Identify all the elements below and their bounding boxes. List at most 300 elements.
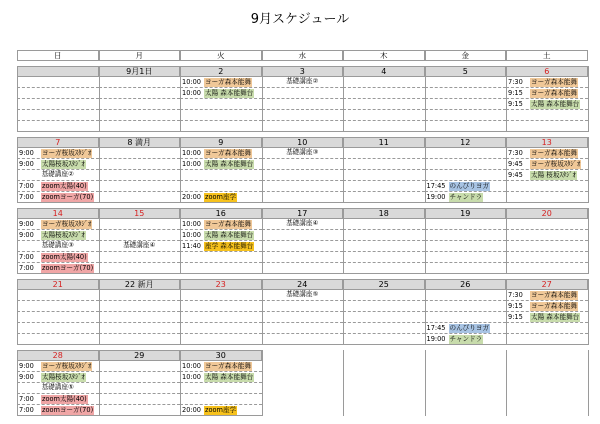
event-label: ヨーガ森本能舞 [205,219,252,228]
event-time: 7:00 [19,253,34,261]
event-label: 基礎講座② [286,77,319,85]
event-time: 7:30 [508,149,523,157]
event-cell [99,290,181,301]
column-divider [343,137,344,203]
column-divider [343,279,344,345]
event-label: ヨーガ森本能舞 [205,148,252,157]
event-cell [343,263,425,274]
event-cell [99,372,181,383]
event-time: 17:45 [426,182,446,190]
event-cell [425,148,507,159]
column-divider [425,350,426,416]
event-time: 10:00 [182,362,202,370]
event-cell [180,252,262,263]
column-divider [180,279,181,345]
event-cell [17,181,99,192]
event-cell [262,121,344,132]
event-cell [425,323,507,334]
event-label: zoom太陽(40) [42,394,87,403]
event-cell [99,361,181,372]
event-label: ヨーガ森本能舞 [531,290,578,299]
event-cell [343,241,425,252]
day-number: 10 [262,137,344,148]
event-cell [425,99,507,110]
column-divider [425,279,426,345]
event-cell [17,383,99,394]
event-cell [262,263,344,274]
day-number: 7 [17,137,99,148]
event-cell [262,77,344,88]
event-cell [343,219,425,230]
event-cell [425,312,507,323]
event-time: 9:15 [508,313,523,321]
event-cell [17,405,99,416]
column-divider [262,208,263,274]
event-cell [180,121,262,132]
event-cell [343,312,425,323]
event-cell [99,383,181,394]
column-divider [343,208,344,274]
event-label: ヨーガ森本能舞 [531,88,578,97]
event-cell [180,263,262,274]
event-time: 10:00 [182,89,202,97]
event-cell [343,148,425,159]
event-label: ヨーガ森本能舞 [205,361,252,370]
event-cell [262,99,344,110]
event-label: ヨーガ森本能舞 [531,301,578,310]
column-divider [425,137,426,203]
event-time: 7:00 [19,406,34,414]
event-cell [343,159,425,170]
day-number: 14 [17,208,99,219]
event-cell [506,148,588,159]
day-number: 25 [343,279,425,290]
weekday-4: 木 [343,50,425,61]
column-divider [262,350,263,416]
event-cell [425,170,507,181]
event-label: zoom座学 [205,192,237,201]
day-number: 6 [506,66,588,77]
event-time: 9:00 [19,160,34,168]
day-number: 28 [17,350,99,361]
event-cell [506,192,588,203]
event-cell [17,77,99,88]
column-divider [99,279,100,345]
event-cell [17,230,99,241]
event-time: 10:00 [182,373,202,381]
event-time: 7:00 [19,264,34,272]
event-time: 10:00 [182,231,202,239]
event-cell [180,170,262,181]
event-cell [262,334,344,345]
event-label: 太陽 桜坂ｽﾀｼﾞｵ [531,170,576,179]
event-time: 9:15 [508,89,523,97]
event-cell [425,290,507,301]
event-cell [506,219,588,230]
event-cell [262,148,344,159]
event-cell [17,88,99,99]
event-cell [506,301,588,312]
event-cell [343,88,425,99]
event-cell [506,110,588,121]
column-divider [343,350,344,416]
event-cell [506,159,588,170]
event-label: ヨーガ桜坂ｽﾀｼﾞｵ [42,148,92,157]
event-label: 基礎講座④ [286,219,319,227]
event-cell [262,301,344,312]
event-label: 太陽桜坂ｽﾀｼﾞｵ [42,230,85,239]
event-cell [506,263,588,274]
day-number: 3 [262,66,344,77]
event-cell [180,323,262,334]
event-cell [17,121,99,132]
day-number: 20 [506,208,588,219]
column-divider [99,66,100,132]
event-cell [180,192,262,203]
event-cell [17,372,99,383]
event-cell [343,230,425,241]
column-divider [17,137,18,203]
event-cell [506,170,588,181]
event-cell [262,230,344,241]
day-number: 11 [343,137,425,148]
event-cell [425,219,507,230]
event-time: 7:00 [19,395,34,403]
event-cell [180,394,262,405]
event-cell [99,405,181,416]
event-cell [262,323,344,334]
event-cell [262,170,344,181]
column-divider [425,208,426,274]
event-time: 9:00 [19,373,34,381]
event-cell [180,99,262,110]
column-divider [99,137,100,203]
event-cell [99,312,181,323]
event-cell [99,170,181,181]
event-label: ヨーガ森本能舞 [531,148,578,157]
event-cell [262,312,344,323]
event-cell [425,77,507,88]
event-label: 太陽桜坂ｽﾀｼﾞｵ [42,372,85,381]
page-title: 9月スケジュール [250,12,350,27]
day-number: 4 [343,66,425,77]
day-number: 16 [180,208,262,219]
event-cell [343,99,425,110]
event-cell [99,301,181,312]
column-divider [17,208,18,274]
event-time: 9:45 [508,160,523,168]
event-cell [262,252,344,263]
event-time: 20:00 [182,406,202,414]
weekday-2: 火 [180,50,262,61]
event-cell [180,372,262,383]
column-divider [17,350,18,416]
event-time: 19:00 [426,335,446,343]
day-number: 9月1日 [99,66,181,77]
column-divider [506,137,507,203]
event-time: 9:00 [19,220,34,228]
event-cell [343,121,425,132]
event-cell [506,230,588,241]
event-cell [180,88,262,99]
column-divider [99,350,100,416]
event-label: チャンドラ [449,334,483,343]
event-cell [17,263,99,274]
event-time: 11:40 [182,242,202,250]
column-divider [588,137,589,203]
event-cell [506,77,588,88]
event-cell [343,77,425,88]
day-number: 26 [425,279,507,290]
event-cell [99,252,181,263]
day-number: 23 [180,279,262,290]
event-cell [343,290,425,301]
event-cell [425,334,507,345]
event-label: 基礎講座③ [41,241,74,249]
event-cell [17,252,99,263]
day-number: 12 [425,137,507,148]
event-time: 10:00 [182,160,202,168]
event-cell [180,77,262,88]
event-cell [343,323,425,334]
event-cell [425,192,507,203]
event-cell [425,88,507,99]
event-label: 基礎講座⑤ [286,290,319,298]
event-time: 17:45 [426,324,446,332]
day-number: 8 満月 [99,137,181,148]
event-cell [17,290,99,301]
event-cell [180,219,262,230]
event-cell [180,230,262,241]
event-label: ヨーガ森本能舞 [531,77,578,86]
event-label: zoomヨーガ(70) [42,263,94,272]
event-cell [180,110,262,121]
event-time: 9:00 [19,362,34,370]
event-cell [343,252,425,263]
event-cell [17,148,99,159]
event-cell [343,334,425,345]
event-time: 9:00 [19,149,34,157]
column-divider [262,279,263,345]
column-divider [588,66,589,132]
column-divider [588,208,589,274]
event-label: zoomヨーガ(70) [42,405,94,414]
weekday-5: 金 [425,50,507,61]
column-divider [262,66,263,132]
event-cell [425,263,507,274]
event-cell [262,88,344,99]
event-cell [99,121,181,132]
event-cell [17,361,99,372]
event-cell [262,241,344,252]
event-label: ヨーガ桜坂ｽﾀｼﾞｵ [42,219,92,228]
weekday-3: 水 [262,50,344,61]
event-label: 太陽 森本能舞台 [205,159,254,168]
event-cell [17,192,99,203]
event-time: 9:45 [508,171,523,179]
column-divider [180,350,181,416]
event-cell [99,230,181,241]
event-time: 10:00 [182,149,202,157]
event-cell [506,99,588,110]
event-cell [99,334,181,345]
day-number [17,66,99,77]
event-time: 9:15 [508,100,523,108]
event-label: 太陽 森本能舞台 [531,312,580,321]
event-cell [506,323,588,334]
column-divider [343,66,344,132]
event-label: 太陽桜坂ｽﾀｼﾞｵ [42,159,85,168]
event-label: 太陽 森本能舞台 [205,372,254,381]
column-divider [506,350,507,416]
event-cell [506,252,588,263]
event-cell [99,323,181,334]
event-cell [99,99,181,110]
day-number: 17 [262,208,344,219]
column-divider [180,208,181,274]
event-cell [17,394,99,405]
day-number: 27 [506,279,588,290]
event-cell [343,170,425,181]
event-cell [506,334,588,345]
event-label: 基礎講座② [41,170,74,178]
event-cell [180,301,262,312]
event-label: 基礎講座③ [286,148,319,156]
day-number: 21 [17,279,99,290]
event-cell [17,312,99,323]
event-time: 10:00 [182,78,202,86]
day-number: 13 [506,137,588,148]
event-cell [99,110,181,121]
day-number: 24 [262,279,344,290]
event-label: 太陽 森本能舞台 [531,99,580,108]
event-cell [17,99,99,110]
event-label: ヨーガ桜坂ｽﾀｼﾞｵ [531,159,581,168]
day-number: 19 [425,208,507,219]
event-cell [180,241,262,252]
event-cell [425,181,507,192]
event-cell [180,361,262,372]
day-number: 30 [180,350,262,361]
column-divider [588,350,589,416]
event-cell [506,121,588,132]
event-label: zoom太陽(40) [42,252,87,261]
weekday-0: 日 [17,50,99,61]
event-cell [343,301,425,312]
event-cell [99,241,181,252]
event-cell [180,159,262,170]
event-time: 9:00 [19,231,34,239]
event-cell [180,312,262,323]
column-divider [506,66,507,132]
column-divider [99,208,100,274]
event-cell [99,77,181,88]
event-time: 7:00 [19,193,34,201]
event-time: 9:15 [508,302,523,310]
day-number: 15 [99,208,181,219]
event-cell [262,181,344,192]
weekday-6: 土 [506,50,588,61]
event-cell [99,148,181,159]
event-cell [17,323,99,334]
event-time: 7:30 [508,291,523,299]
event-cell [506,312,588,323]
day-number: 5 [425,66,507,77]
event-cell [425,110,507,121]
event-label: 基礎講座⑤ [41,383,74,391]
event-cell [425,241,507,252]
event-time: 20:00 [182,193,202,201]
day-number: 29 [99,350,181,361]
column-divider [506,208,507,274]
weekday-1: 月 [99,50,181,61]
event-cell [99,88,181,99]
event-label: ヨーガ森本能舞 [205,77,252,86]
event-cell [425,230,507,241]
event-label: 太陽 森本能舞台 [205,230,254,239]
event-cell [99,219,181,230]
event-cell [262,290,344,301]
event-cell [343,181,425,192]
day-number: 9 [180,137,262,148]
event-cell [17,110,99,121]
event-cell [262,159,344,170]
event-cell [17,334,99,345]
event-label: zoom太陽(40) [42,181,87,190]
event-cell [180,405,262,416]
column-divider [180,137,181,203]
event-time: 7:30 [508,78,523,86]
event-cell [99,181,181,192]
event-cell [17,159,99,170]
event-label: チャンドラ [449,192,483,201]
day-number: 18 [343,208,425,219]
event-cell [17,170,99,181]
event-label: のんびりヨガ [449,323,490,332]
event-label: zoomヨーガ(70) [42,192,94,201]
event-cell [343,192,425,203]
event-cell [180,148,262,159]
column-divider [17,66,18,132]
column-divider [588,279,589,345]
event-cell [17,241,99,252]
event-label: 座学 森本能舞台 [205,241,254,250]
column-divider [425,66,426,132]
event-cell [180,383,262,394]
event-cell [425,121,507,132]
event-label: ヨーガ桜坂ｽﾀｼﾞｵ [42,361,92,370]
event-cell [17,219,99,230]
event-label: 太陽 森本能舞台 [205,88,254,97]
event-cell [99,159,181,170]
event-time: 7:00 [19,182,34,190]
event-cell [99,192,181,203]
event-cell [343,110,425,121]
event-cell [506,241,588,252]
event-label: zoom座学 [205,405,237,414]
event-cell [506,290,588,301]
event-cell [506,88,588,99]
event-cell [180,181,262,192]
column-divider [180,66,181,132]
day-number: 22 新月 [99,279,181,290]
event-cell [99,263,181,274]
event-cell [17,301,99,312]
event-cell [506,181,588,192]
event-cell [425,159,507,170]
event-cell [180,290,262,301]
event-cell [425,252,507,263]
